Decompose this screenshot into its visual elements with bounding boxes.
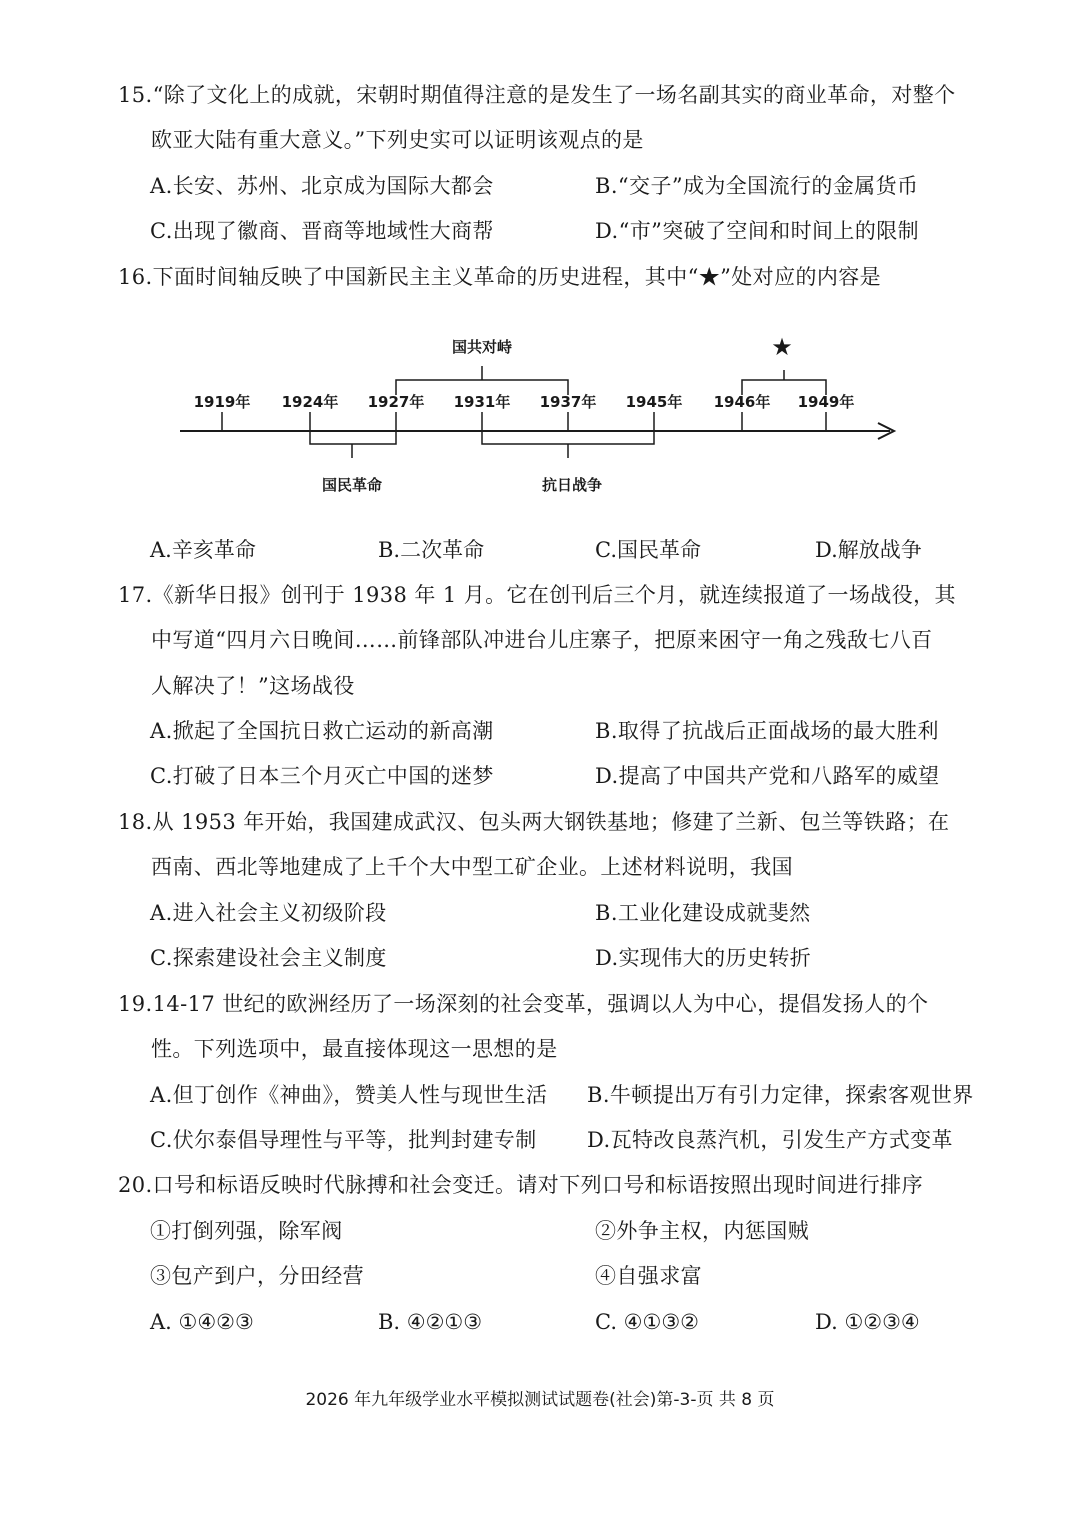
brace-guomin — [310, 431, 396, 458]
label-kangri-zhanzheng: 抗日战争 — [541, 476, 603, 494]
q20-option-d: D. ①②③④ — [815, 1310, 920, 1334]
brace-guogong — [396, 366, 568, 395]
year-label-1931: 1931年 — [453, 393, 511, 411]
q15-stem-line2: 欧亚大陆有重大意义。”下列史实可以证明该观点的是 — [151, 128, 644, 152]
q17-option-b: B.取得了抗战后正面战场的最大胜利 — [595, 719, 939, 743]
q19-stem-line1: 19.14-17 世纪的欧洲经历了一场深刻的社会变革，强调以人为中心，提倡发扬人的个 — [118, 992, 929, 1016]
q16-option-a: A.辛亥革命 — [150, 538, 256, 562]
q18-option-b: B.工业化建设成就斐然 — [595, 901, 811, 925]
q20-item-3: ③包产到户，分田经营 — [150, 1264, 364, 1288]
q20-item-4: ④自强求富 — [595, 1264, 702, 1288]
q16-option-c: C.国民革命 — [595, 538, 701, 562]
year-label-1919: 1919年 — [193, 393, 251, 411]
brace-star — [742, 370, 826, 395]
q17-option-a: A.掀起了全国抗日救亡运动的新高潮 — [150, 719, 494, 743]
year-label-1946: 1946年 — [713, 393, 771, 411]
page-footer: 2026 年九年级学业水平模拟测试试题卷(社会)第-3-页 共 8 页 — [305, 1390, 775, 1410]
year-label-1937: 1937年 — [539, 393, 597, 411]
year-label-1945: 1945年 — [625, 393, 683, 411]
label-guogong-duizhi: 国共对峙 — [451, 338, 513, 356]
q17-option-d: D.提高了中国共产党和八路军的威望 — [595, 764, 940, 788]
year-label-1927: 1927年 — [367, 393, 425, 411]
q17-stem-line3: 人解决了！”这场战役 — [151, 674, 355, 698]
q16-stem: 16.下面时间轴反映了中国新民主主义革命的历史进程，其中“★”处对应的内容是 — [118, 265, 882, 289]
q17-stem-line2: 中写道“四月六日晚间……前锋部队冲进台儿庄寨子，把原来困守一角之残敌七八百 — [151, 628, 933, 652]
q19-option-d: D.瓦特改良蒸汽机，引发生产方式变革 — [587, 1128, 953, 1152]
q17-option-c: C.打破了日本三个月灭亡中国的迷梦 — [150, 764, 494, 788]
q19-option-b: B.牛顿提出万有引力定律，探索客观世界 — [587, 1083, 974, 1107]
star-icon: ★ — [771, 333, 793, 361]
timeline-diagram — [0, 0, 1080, 520]
q20-stem: 20.口号和标语反映时代脉搏和社会变迁。请对下列口号和标语按照出现时间进行排序 — [118, 1173, 923, 1197]
q18-option-c: C.探索建设社会主义制度 — [150, 946, 387, 970]
q16-option-b: B.二次革命 — [378, 538, 485, 562]
q19-option-c: C.伏尔泰倡导理性与平等，批判封建专制 — [150, 1128, 537, 1152]
q17-stem-line1: 17.《新华日报》创刊于 1938 年 1 月。它在创刊后三个月，就连续报道了一场战役，其 — [118, 583, 956, 607]
q15-option-a: A.长安、苏州、北京成为国际大都会 — [150, 174, 494, 198]
q16-option-d: D.解放战争 — [815, 538, 922, 562]
q15-stem-line1: 15.“除了文化上的成就，宋朝时期值得注意的是发生了一场名副其实的商业革命，对整个 — [118, 83, 956, 107]
q20-item-1: ①打倒列强，除军阀 — [150, 1219, 343, 1243]
q20-option-b: B. ④②①③ — [378, 1310, 483, 1334]
year-label-1949: 1949年 — [797, 393, 855, 411]
q18-stem-line1: 18.从 1953 年开始，我国建成武汉、包头两大钢铁基地；修建了兰新、包兰等铁路；在 — [118, 810, 950, 834]
q20-option-c: C. ④①③② — [595, 1310, 699, 1334]
q19-stem-line2: 性。下列选项中，最直接体现这一思想的是 — [151, 1037, 558, 1061]
q18-option-a: A.进入社会主义初级阶段 — [150, 901, 387, 925]
q18-stem-line2: 西南、西北等地建成了上千个大中型工矿企业。上述材料说明，我国 — [151, 855, 793, 879]
q15-option-d: D.“市”突破了空间和时间上的限制 — [595, 219, 920, 243]
q20-option-a: A. ①④②③ — [150, 1310, 254, 1334]
q19-option-a: A.但丁创作《神曲》，赞美人性与现世生活 — [150, 1083, 548, 1107]
brace-kangri — [482, 431, 654, 458]
year-label-1924: 1924年 — [281, 393, 339, 411]
q15-option-c: C.出现了徽商、晋商等地域性大商帮 — [150, 219, 494, 243]
q15-option-b: B.“交子”成为全国流行的金属货币 — [595, 174, 919, 198]
q20-item-2: ②外争主权，内惩国贼 — [595, 1219, 809, 1243]
label-guomin-geming: 国民革命 — [321, 476, 383, 494]
q18-option-d: D.实现伟大的历史转折 — [595, 946, 812, 970]
